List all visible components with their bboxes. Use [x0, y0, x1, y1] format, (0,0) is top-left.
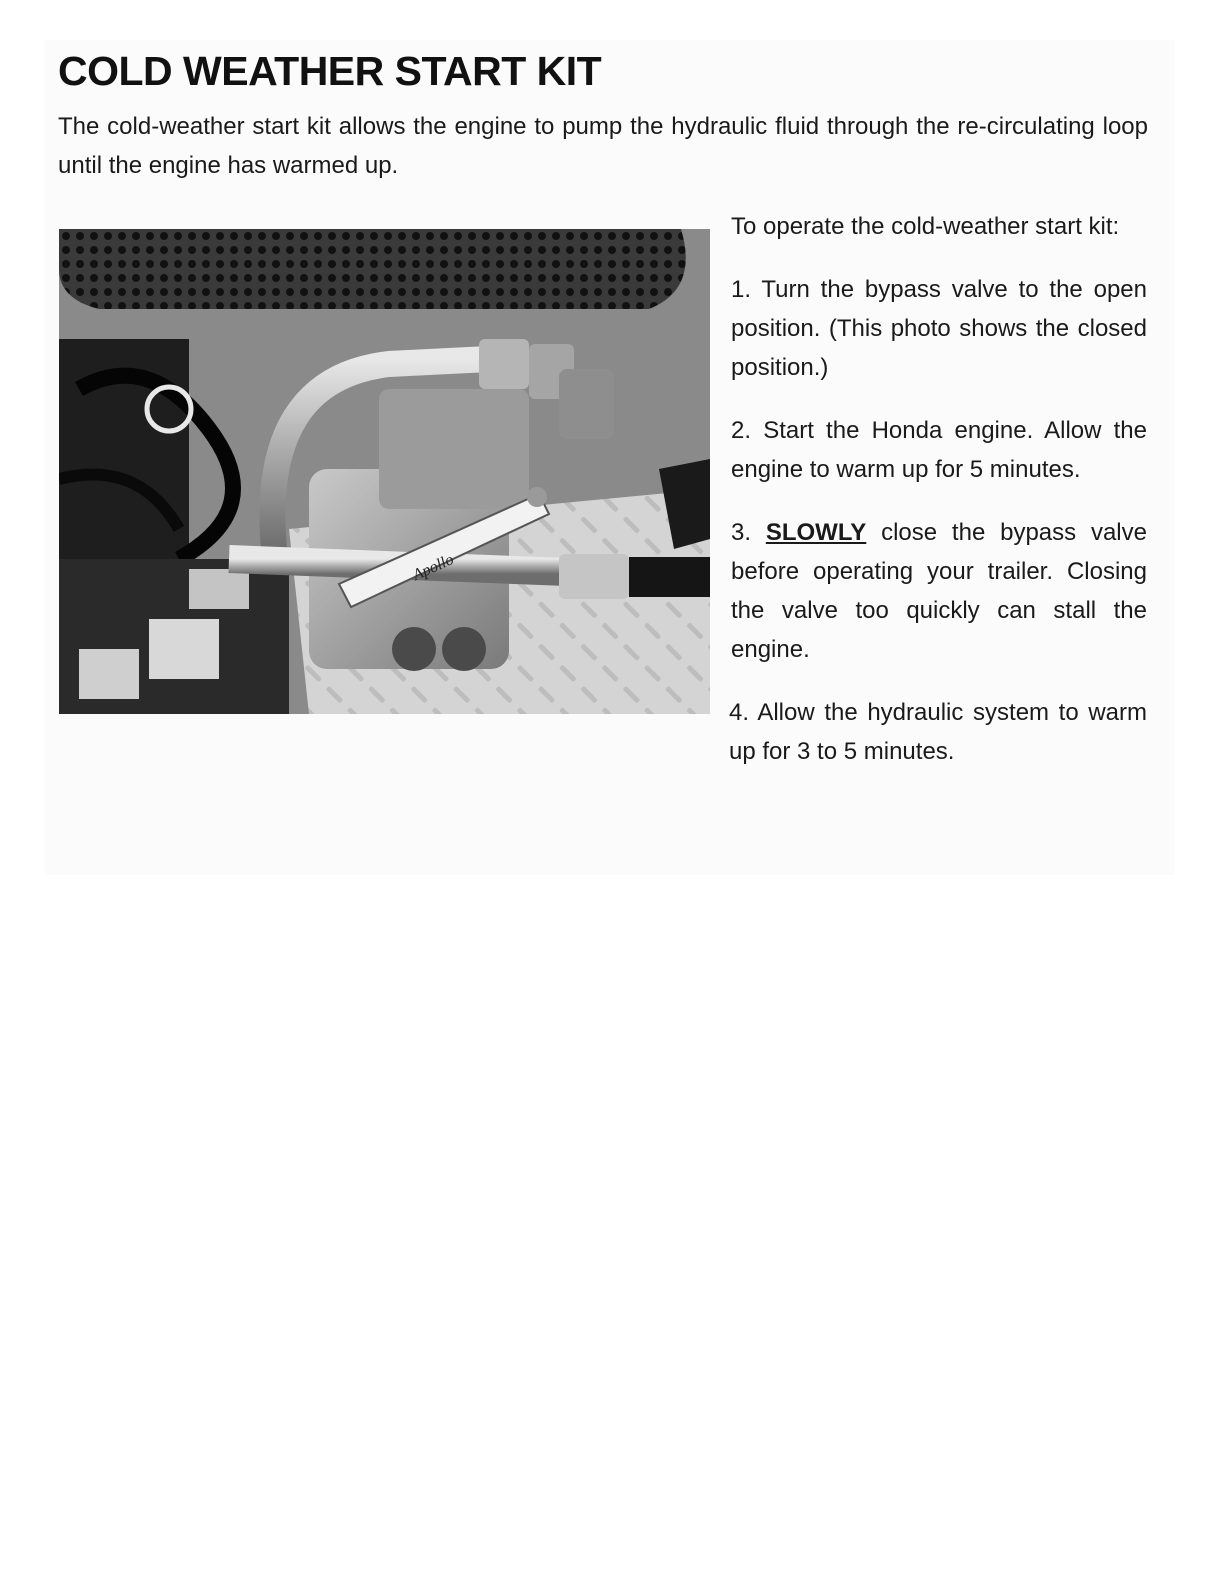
step-1: 1. Turn the bypass valve to the open position. (This photo shows the closed position.): [731, 276, 1147, 381]
valve-brand-label: Apollo: [410, 551, 457, 584]
operating-steps: [731, 207, 1147, 795]
step-3: [731, 513, 1147, 669]
steps-lead: To operate the cold-weather start kit:: [731, 213, 1120, 240]
step-4: 4. Allow the hydraulic system to warm up for 3 to 5 minutes.: [729, 699, 1147, 765]
intro-paragraph: The cold-weather start kit allows the engine to pump the hydraulic fluid through the re-circulating loop until the engine has warmed up.: [58, 113, 1148, 179]
engine-valve-photo: [59, 229, 710, 714]
step-3-number: 3.: [731, 519, 766, 546]
step-3-text: close the bypass valve before operating your trailer. Closing the valve too quickly can stall the engine.: [731, 519, 1147, 663]
step-2: 2. Start the Honda engine. Allow the engine to warm up for 5 minutes.: [731, 417, 1147, 483]
step-3-emphasis: SLOWLY: [765, 519, 867, 546]
page-title: COLD WEATHER START KIT: [58, 48, 602, 94]
